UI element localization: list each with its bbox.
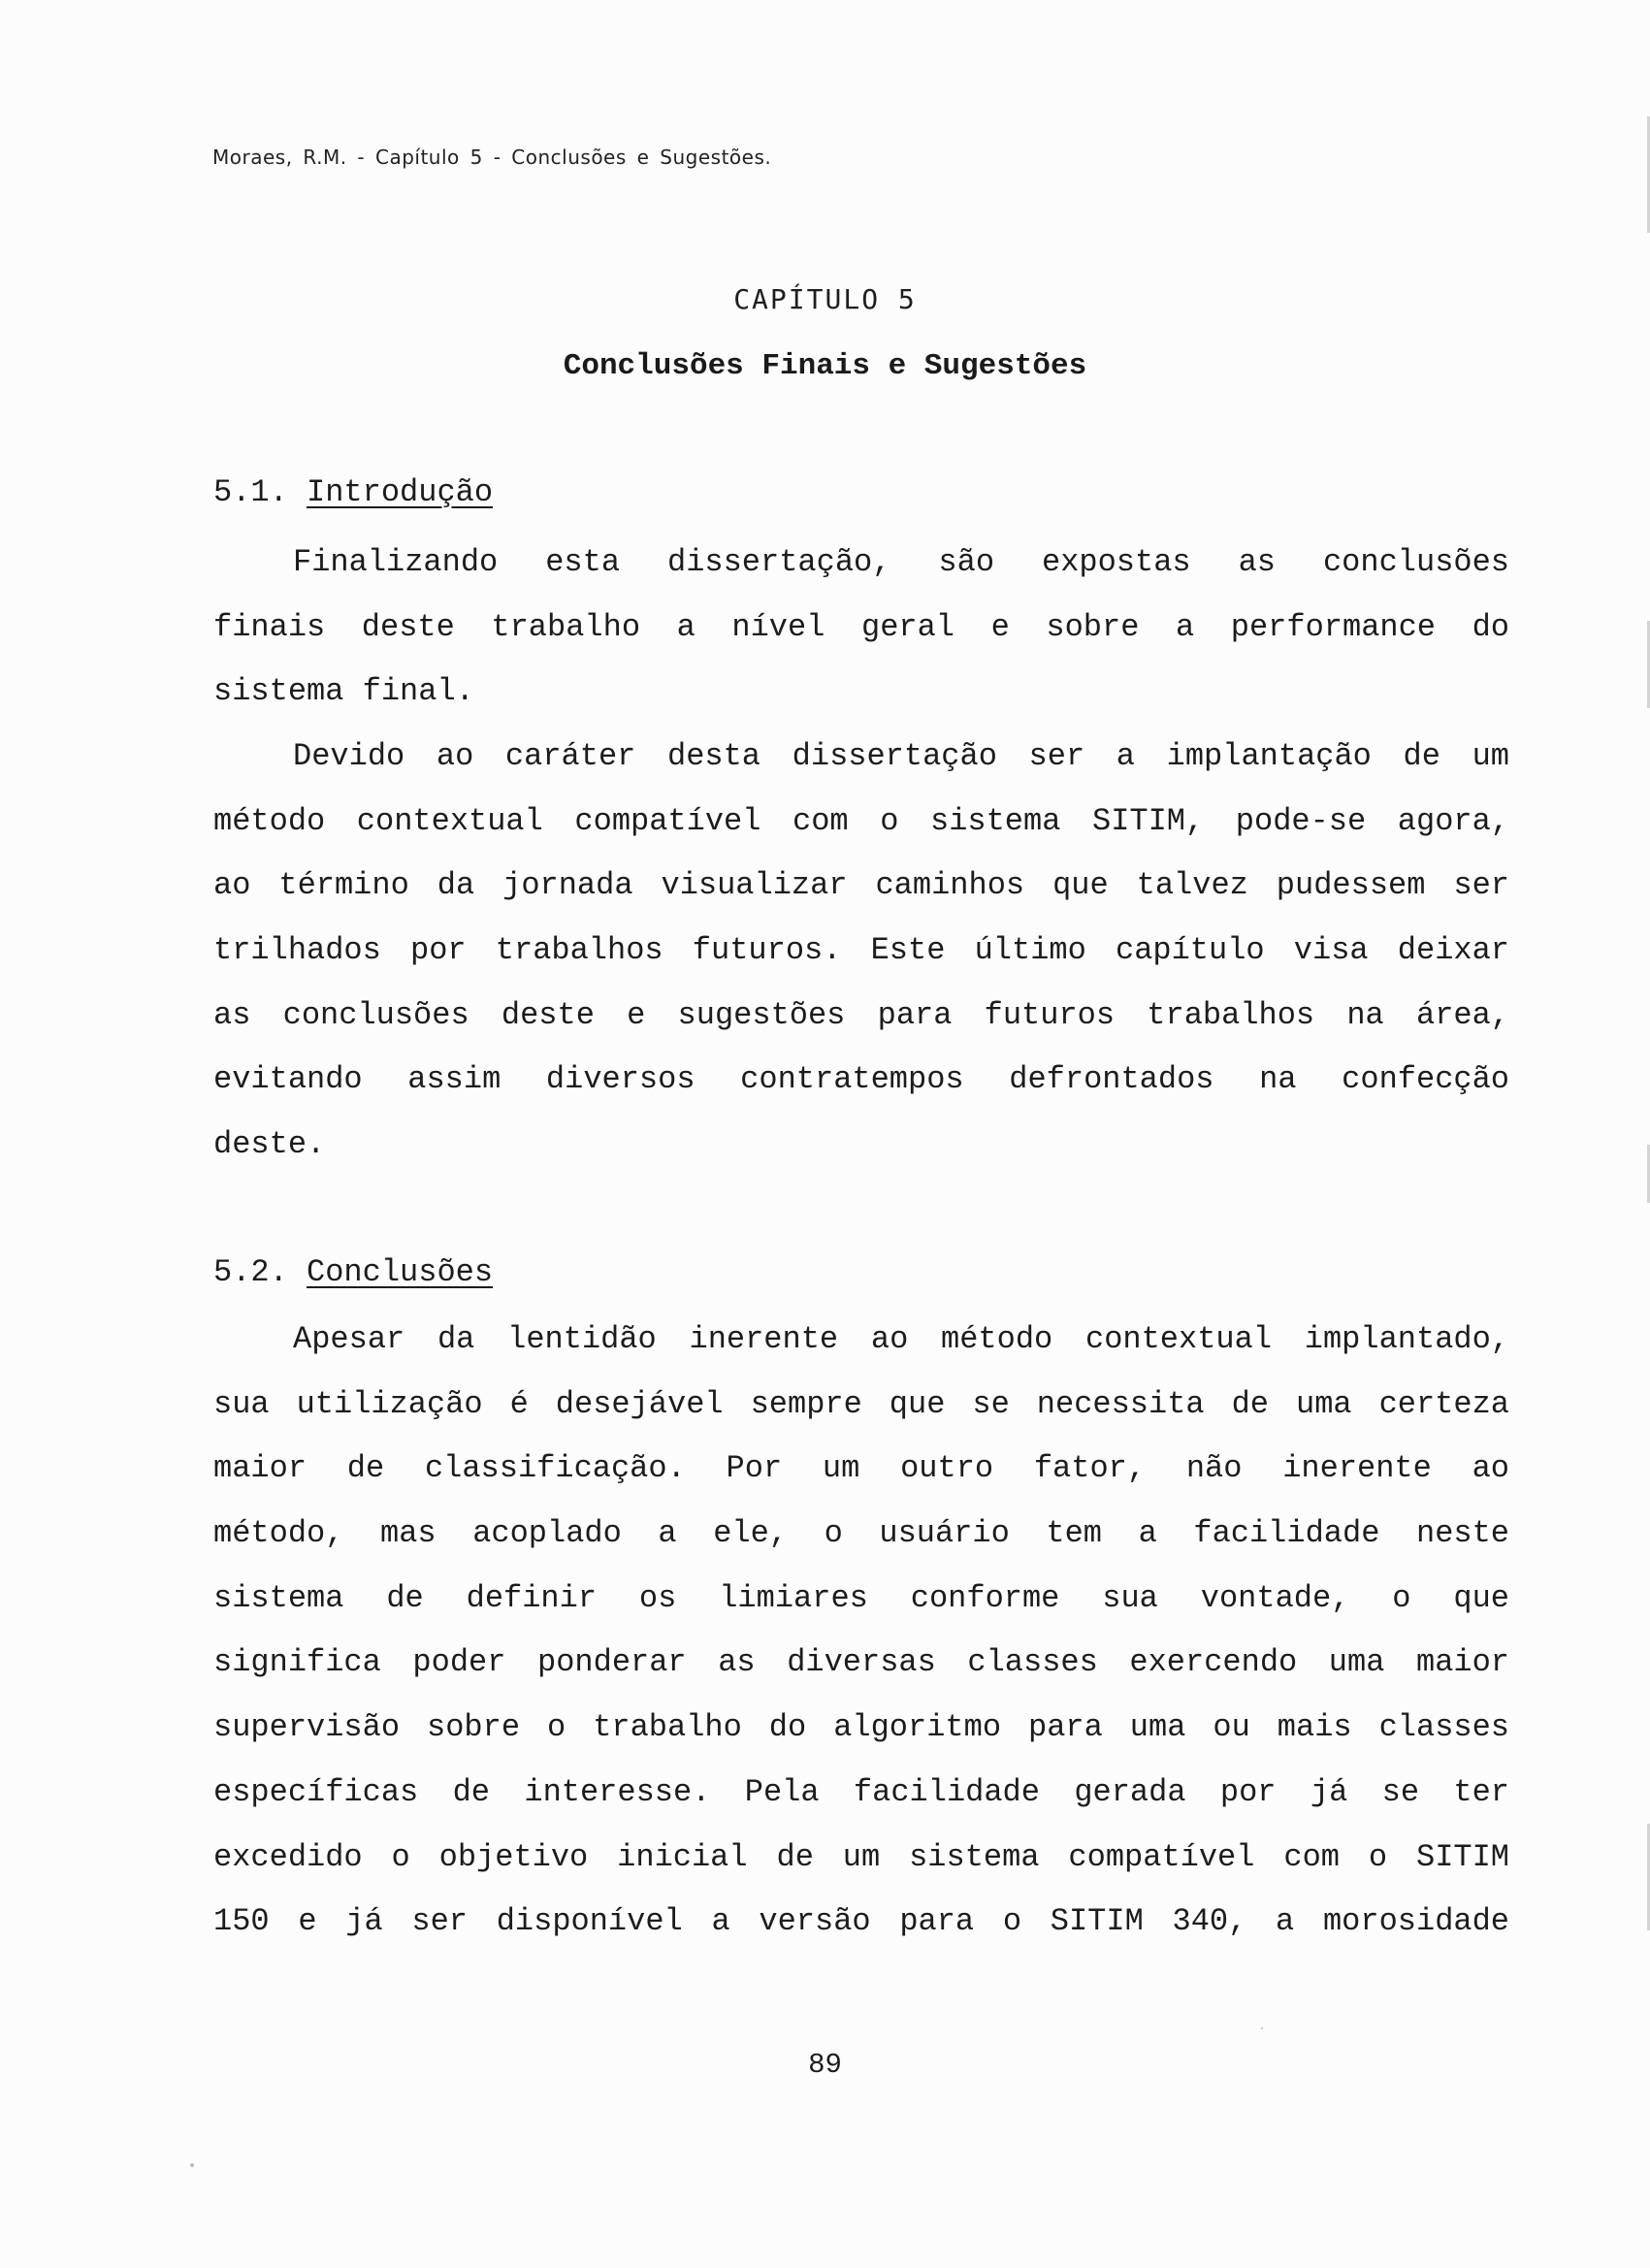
chapter-label: CAPÍTULO 5 [733,283,917,315]
text-line: maior de classificação. Por um outro fator, não inerente ao [213,1450,1509,1487]
text-line: Devido ao caráter desta dissertação ser a implantação de um [293,738,1509,774]
section-number: 5.2. [213,1254,288,1290]
text-line: as conclusões deste e sugestões para futuros trabalhos na área, [213,996,1509,1033]
chapter-title: Conclusões Finais e Sugestões [563,349,1087,383]
text-line: sistema final. [213,673,474,710]
text-line: Finalizando esta dissertação, são expostas as conclusões [293,544,1509,580]
text-line: deste. [213,1126,326,1163]
paragraph-introducao-1 [213,543,1509,737]
text-line: finais deste trabalho a nível geral e sobre a performance do [213,608,1509,645]
text-line: 150 e já ser disponível a versão para o SITIM 340, a morosidade [213,1903,1509,1940]
running-header: Moraes, R.M. - Capítulo 5 - Conclusões e Sugestões. [212,146,772,169]
section-heading-introducao [213,474,493,510]
text-line: Apesar da lentidão inerente ao método contextual implantado, [293,1321,1509,1357]
page-number: 89 [808,2049,842,2081]
text-line: sua utilização é desejável sempre que se necessita de uma certeza [213,1385,1509,1422]
section-title: Conclusões [307,1254,494,1290]
text-line: sistema de definir os limiares conforme sua vontade, o que [213,1579,1509,1616]
text-line: supervisão sobre o trabalho do algoritmo para uma ou mais classes [213,1709,1509,1746]
scan-speck [1261,2027,1263,2029]
text-line: método contextual compatível com o sistema SITIM, pode-se agora, [213,802,1509,839]
text-line: método, mas acoplado a ele, o usuário tem a facilidade neste [213,1515,1509,1552]
text-line: evitando assim diversos contratempos defrontados na confecção [213,1061,1509,1098]
text-line: ao término da jornada visualizar caminhos que talvez pudessem ser [213,867,1509,904]
section-number: 5.1. [213,474,288,510]
paragraph-introducao-2 [213,737,1509,1190]
section-title: Introdução [307,474,494,510]
text-line: trilhados por trabalhos futuros. Este último capítulo visa deixar [213,932,1509,969]
paragraph-conclusoes-1 [213,1320,1509,1967]
text-line: significa poder ponderar as diversas classes exercendo uma maior [213,1644,1509,1681]
scan-speck [190,2163,194,2167]
text-line: excedido o objetivo inicial de um sistema compatível com o SITIM [213,1838,1509,1875]
section-heading-conclusoes [213,1254,493,1290]
text-line: específicas de interesse. Pela facilidade gerada por já se ter [213,1773,1509,1810]
